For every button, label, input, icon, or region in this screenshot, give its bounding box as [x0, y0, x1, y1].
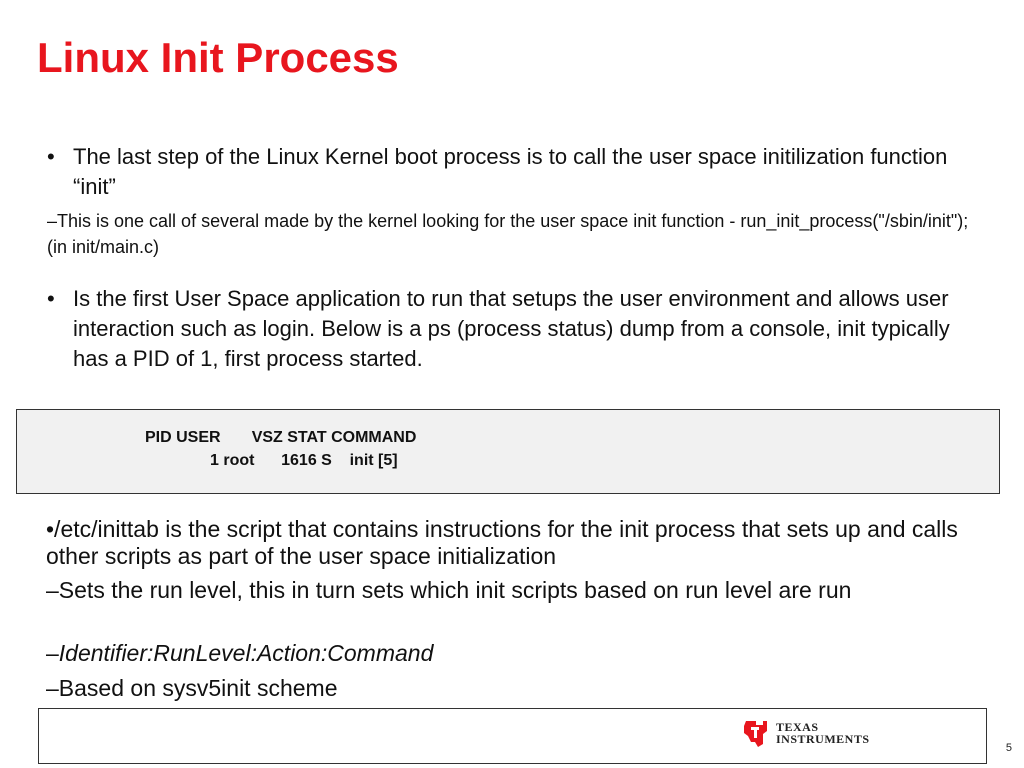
bullet-text: Is the first User Space application to run that setups the user environment and allows user interaction such as login. Below is a ps (process status) dump from a console, init typically has a PID of 1, first process started. [73, 286, 950, 371]
run-level-description: –Sets the run level, this in turn sets which init scripts based on run level are run [46, 577, 852, 603]
bullet-marker: • [47, 286, 55, 311]
format-italic-text: Identifier:RunLevel:Action:Command [58, 640, 434, 666]
sub-bullet-run-init-process: –This is one call of several made by the kernel looking for the user space init function - run_init_process("/sbin/init"); (in init/main.c) [47, 211, 969, 257]
inittab-format [46, 640, 976, 667]
bullet-first-user-space-app [47, 284, 977, 374]
bullet-text: The last step of the Linux Kernel boot process is to call the user space initilization function “init” [73, 144, 948, 199]
page-number: 5 [1005, 742, 1012, 754]
format-dash: – [46, 640, 59, 666]
ti-wordmark-line-1: TEXAS [776, 720, 819, 734]
bullet-init-call [47, 142, 977, 202]
console-header-line: PID USER VSZ STAT COMMAND [145, 429, 417, 446]
console-process-row: 1 root 1616 S init [5] [210, 452, 398, 469]
bullet-marker: • [47, 144, 55, 169]
texas-instruments-logo [742, 718, 870, 748]
footer-bar [38, 708, 987, 764]
ti-wordmark [776, 721, 870, 745]
ps-console-output [16, 409, 1000, 494]
ti-wordmark-line-2: INSTRUMENTS [776, 732, 870, 746]
ti-logo-icon [742, 718, 770, 748]
sysv-scheme-note: –Based on sysv5init scheme [46, 675, 338, 701]
inittab-description: •/etc/inittab is the script that contains instructions for the init process that sets up and calls other scripts as part of the user space initialization [46, 516, 958, 569]
slide-title: Linux Init Process [37, 34, 399, 81]
